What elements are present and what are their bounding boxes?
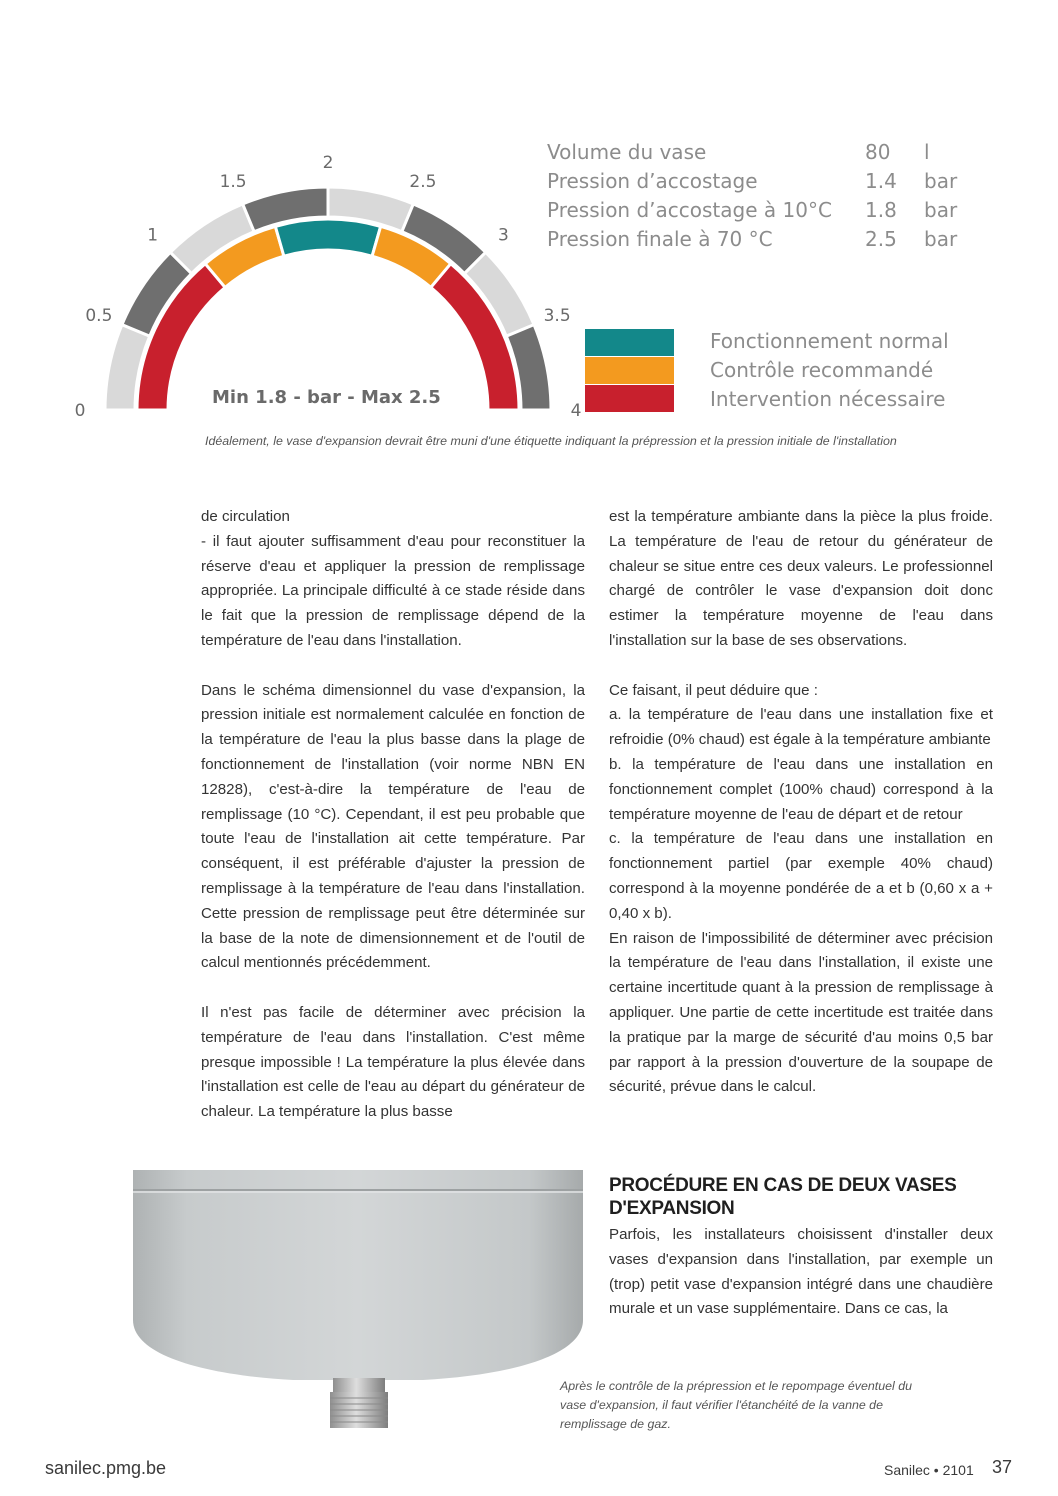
photo-caption [560,1377,960,1434]
gauge-tick-label: 3 [497,225,509,246]
gauge-tick-label: 2.5 [409,171,437,192]
gauge-zone-normal [275,219,380,256]
legend-label-normal: Fonctionnement normal [710,329,949,353]
photo-caption-line: vase d'expansion, il faut vérifier l'étanchéité de la vanne de [560,1398,883,1412]
paragraph: Parfois, les installateurs choisissent d'installer deux vases d'expansion dans l'installation, par exemple un (trop) petit vase d'expansion intégré dans une chaudière murale et un vase supplémentaire. Dans ce cas, la [609,1226,993,1318]
paragraph: est la température ambiante dans la pièce la plus froide. La température de l'eau de retour du générateur de chaleur se situe entre ces deux valeurs. Le professionnel chargé de contrôler le vase d'expansion doit donc estimer la température moyenne de l'eau dans l'installation sur la base de ses observations. [609,508,993,649]
spec-row-precharge [547,169,967,198]
page-number: 37 [992,1457,1013,1477]
heading-line: PROCÉDURE EN CAS DE DEUX VASES [609,1175,957,1196]
gauge-tick-label: 1.5 [219,171,247,192]
spec-value: 2.5 [865,227,897,251]
paragraph: - il faut ajouter suffisamment d'eau pour reconstituer la réserve d'eau et appliquer la pression de remplissage appropriée. La principale difficulté à ce stade réside dans le fait que la pression de remplissage dépend de la température de l'eau dans l'installation. [201,532,585,649]
spec-value: 1.4 [865,169,897,193]
gauge-tick-label: 0.5 [85,306,113,327]
paragraph: de circulation [201,508,290,525]
section-heading [609,1174,993,1220]
gauge-tick-label: 4 [570,401,582,421]
spec-row-precharge-10c [547,198,967,227]
legend-label-intervention: Intervention nécessaire [710,387,946,411]
spec-value: 1.8 [865,198,897,222]
gauge-tick-label: 0 [74,401,86,421]
figure-caption: Idéalement, le vase d'expansion devrait être muni d'une étiquette indiquant la prépression et la pression initiale de l'installation [205,434,897,448]
paragraph: Il n'est pas facile de déterminer avec précision la température de l'eau dans l'installation. C'est même presque impossible ! La température la plus élevée dans l'installation est celle de l'eau au départ du générateur de chaleur. La température la plus basse [201,1003,585,1121]
right-column [609,505,993,1100]
gauge-tick-label: 3.5 [543,306,571,327]
spec-label: Volume du vase [547,140,707,164]
spec-label: Pression finale à 70 °C [547,227,773,251]
paragraph: Ce faisant, il peut déduire que : [609,681,818,699]
list-item: c. la température de l'eau dans une installation en fonctionnement partiel (par exemple 40% chaud) correspond à la moyenne pondérée de a et b (0,60 x a + 0,40 x b). [609,830,993,922]
gauge-tick-label: 1 [147,225,159,246]
spec-unit: l [924,140,930,164]
left-column [201,505,585,1125]
legend-swatch-intervention [585,385,674,412]
gauge-min-max-label: Min 1.8 - bar - Max 2.5 [212,387,441,408]
pressure-gauge [70,140,590,430]
footer-issue: Sanilec • 2101 [884,1462,974,1478]
legend-label-check: Contrôle recommandé [710,358,934,382]
heading-line: D'EXPANSION [609,1198,735,1219]
gauge-tick-label: 2 [322,153,334,173]
paragraph: En raison de l'impossibilité de déterminer avec précision la température de l'eau dans l'installation, il existe une certaine incertitude quant à la pression de remplissage à appliquer. Une partie de cette incertitude est traitée dans la pratique par la marge de sécurité d'au moins 0,5 bar par rapport à la pression d'ouverture de la soupape de sécurité, prévue dans le calcul. [609,929,993,1096]
spec-unit: bar [924,169,958,193]
right-column-continued [609,1223,993,1322]
photo-caption-line: Après le contrôle de la prépression et le repompage éventuel du [560,1379,912,1393]
paragraph: Dans le schéma dimensionnel du vase d'expansion, la pression initiale est normalement calculée en fonction de la température de l'eau la plus basse dans la plage de fonctionnement de l'installation (voir norme NBN EN 12828), c'est-à-dire la température de l'eau de remplissage (10 °C). Cependant, il est peu probable que toute l'eau de l'installation ait cette température. Par conséquent, il est préférable d'ajuster la pression de remplissage à la température de l'eau dans l'installation. Cette pression de remplissage peut être déterminée sur la base de la note de dimensionnement et de l'outil de calcul mentionnés précédemment. [201,681,585,972]
legend-swatch-check [585,357,674,384]
photo-caption-line: remplissage de gaz. [560,1417,671,1431]
spec-value: 80 [865,140,891,164]
spec-row-volume [547,140,967,169]
spec-unit: bar [924,227,958,251]
footer-website-link[interactable]: sanilec.pmg.be [45,1458,167,1478]
list-item: b. la température de l'eau dans une installation en fonctionnement complet (100% chaud) correspond à la température moyenne de l'eau de départ et de retour [609,755,993,823]
spec-label: Pression d’accostage à 10°C [547,198,832,222]
spec-label: Pression d’accostage [547,169,758,193]
spec-unit: bar [924,198,958,222]
legend-swatch-normal [585,329,674,356]
list-item: a. la température de l'eau dans une installation fixe et refroidie (0% chaud) est égale à la température ambiante [609,706,993,749]
spec-row-final-pressure [547,227,967,256]
expansion-vessel-photo [133,1170,583,1435]
